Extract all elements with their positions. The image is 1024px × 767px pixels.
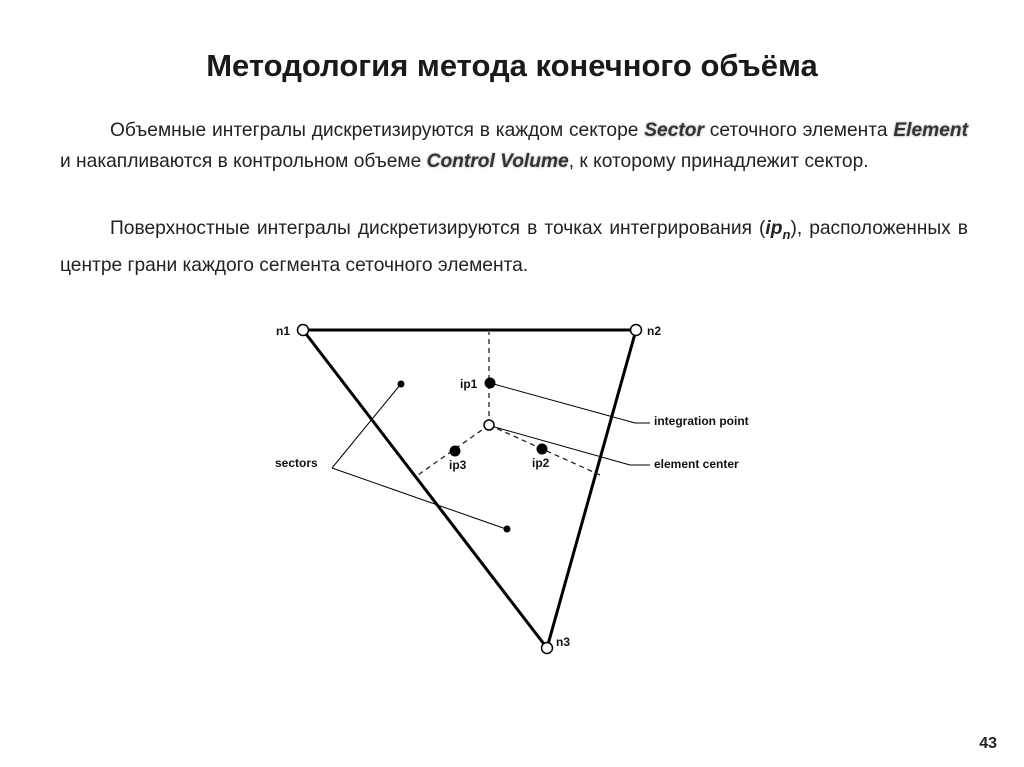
sector-marker-dot [398,381,405,388]
integration-point-ip2 [537,444,548,455]
label-n2: n2 [647,324,662,338]
label-integration-point: integration point [654,414,749,428]
node-n2 [631,325,642,336]
node-n3 [542,643,553,654]
edge-n2-n3 [547,330,636,648]
para1-text-4: , к которому принадлежит сектор. [568,151,869,172]
label-ip3: ip3 [449,458,467,472]
term-sector: Sector [644,120,704,141]
sector-marker-dot [504,526,511,533]
element-center-marker [484,420,494,430]
term-ipn [765,218,791,242]
ipn-subscript: n [782,226,791,242]
label-n1: n1 [276,324,291,338]
para2-text-1: Поверхностные интегралы дискретизируются в точках интегрирования ( [110,218,766,239]
leader-integration-point [490,383,635,423]
control-volume-diagram [270,315,770,665]
label-sectors: sectors [275,456,318,470]
leader-sectors-1 [332,385,400,468]
edge-n1-n3 [303,330,547,648]
leader-element-center [491,426,630,465]
term-element: Element [893,120,968,141]
label-element-center: element center [654,457,739,471]
slide-title: Методология метода конечного объёма [206,48,818,83]
paragraph-volume-integrals [60,115,968,177]
node-n1 [298,325,309,336]
para2-text-2: ), расположенных в центре грани каждого сегмента сеточного элемента. [60,218,968,276]
page-number: 43 [979,735,997,752]
para1-text-1: Объемные интегралы дискретизируются в каждом секторе [110,120,645,141]
term-control-volume: Control Volume [426,151,569,172]
leader-sectors-2 [332,468,506,529]
label-n3: n3 [556,635,571,649]
paragraph-surface-integrals [60,213,968,281]
para1-text-3: и накапливаются в контрольном объеме [60,151,427,172]
para1-text-2: сеточного элемента [703,120,894,141]
integration-point-ip3 [450,446,461,457]
ipn-base: ip [765,218,783,239]
label-ip2: ip2 [532,456,550,470]
integration-point-ip1 [485,378,496,389]
label-ip1: ip1 [460,377,478,391]
